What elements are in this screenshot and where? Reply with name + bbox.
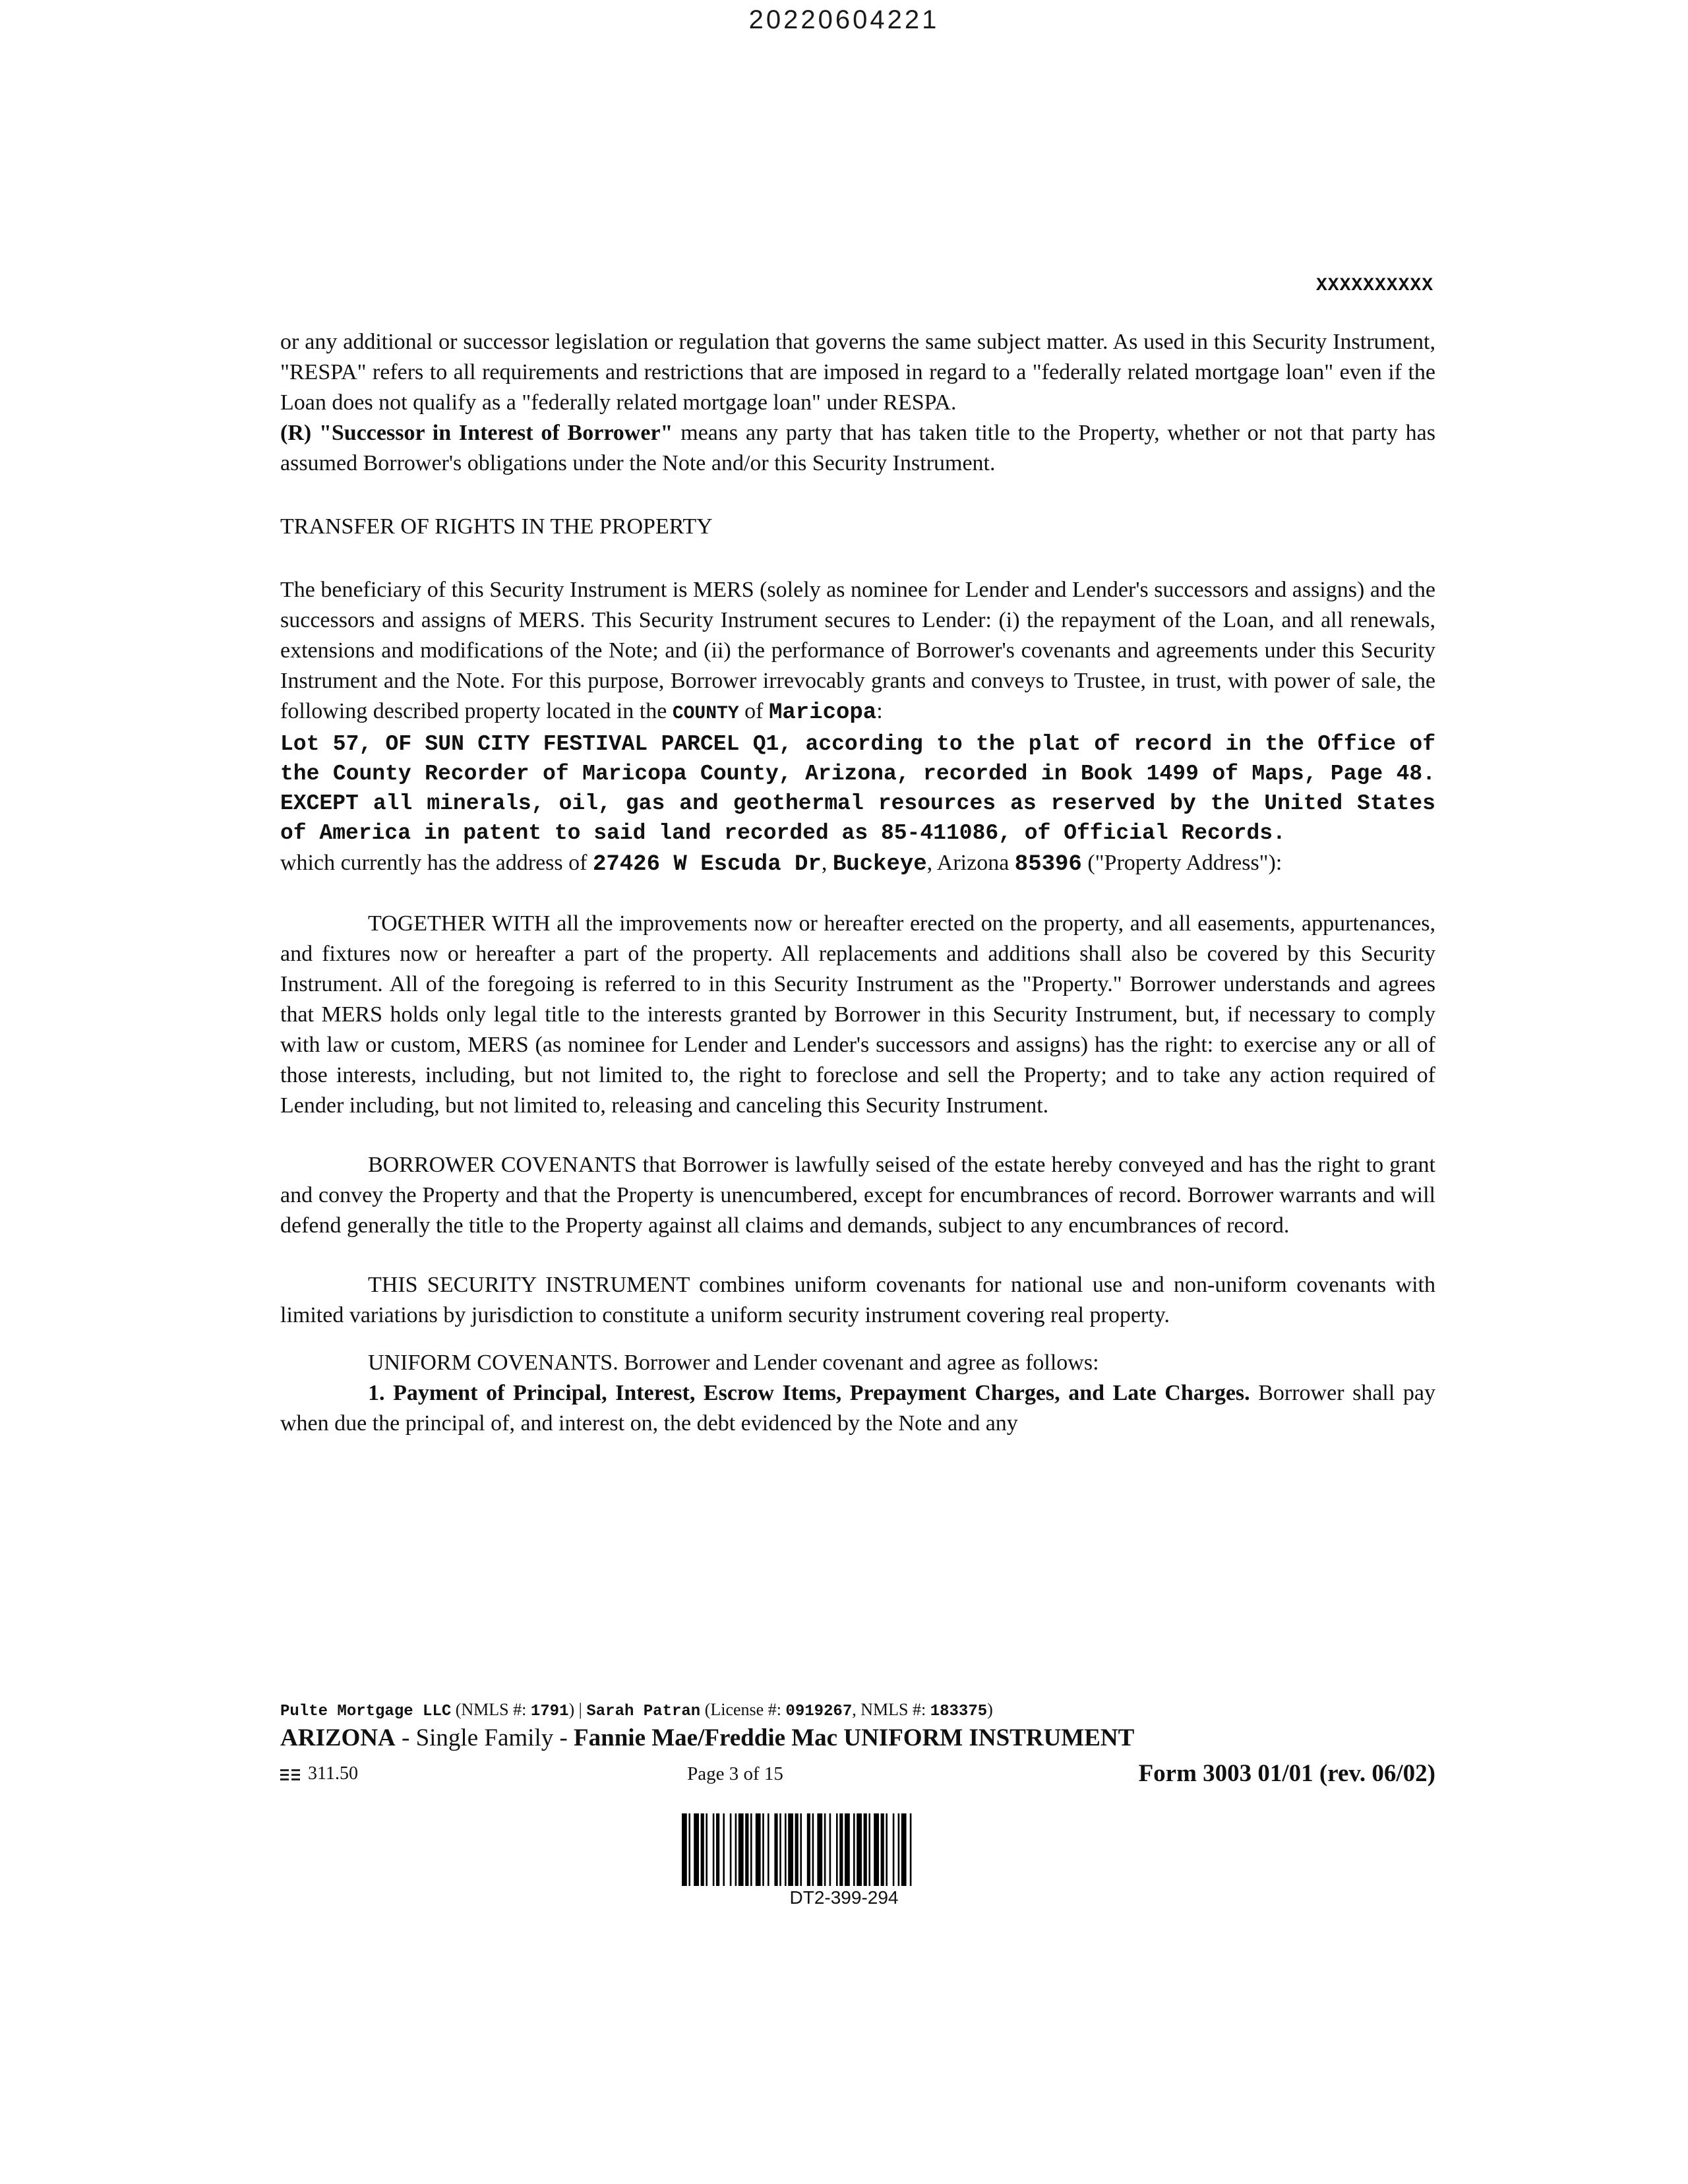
barcode-bar: [874, 1813, 879, 1886]
paragraph-security-instrument: THIS SECURITY INSTRUMENT combines uniform covenants for national use and non-uniform covenants with limited variations by jurisdiction to constitute a uniform security instrument covering real property.: [280, 1273, 1435, 1327]
barcode-bar: [839, 1813, 843, 1886]
barcode-bar: [756, 1813, 761, 1886]
barcode-bar: [723, 1813, 725, 1886]
address-state: , Arizona: [926, 851, 1015, 875]
legal-description: Lot 57, OF SUN CITY FESTIVAL PARCEL Q1, according to the plat of record in the Office of the County Recorder of Maricopa County, Arizona, recorded in Book 1499 of Maps, Page 48. EXCEPT all minerals, oil, gas and geothermal resources as reserved by the United States of America in patent to said land recorded as 85-411086, of Official Records.: [280, 732, 1435, 845]
lender-nmls-number: 1791: [530, 1703, 569, 1720]
document-number: 20220604221: [748, 5, 940, 34]
barcode-bar: [898, 1813, 900, 1886]
barcode-bar: [901, 1813, 907, 1886]
document-body: [280, 327, 1435, 1439]
barcode-bar: [800, 1813, 802, 1886]
county-colon: :: [876, 699, 883, 723]
lender-nmls-prefix: (NMLS #:: [451, 1700, 531, 1719]
originator-nmls-number: 183375: [930, 1703, 988, 1720]
barcode-bar: [779, 1813, 781, 1886]
barcode-bar: [795, 1813, 799, 1886]
barcode-bar: [864, 1813, 867, 1886]
form-number: Form 3003 01/01 (rev. 06/02): [1138, 1760, 1435, 1787]
barcode-bar: [910, 1813, 912, 1886]
barcode-bar: [713, 1813, 715, 1886]
loan-number: XXXXXXXXXX: [1315, 276, 1433, 296]
address-comma: ,: [821, 851, 833, 875]
originator-nmls-prefix: , NMLS #:: [852, 1700, 930, 1719]
address-street: 27426 W Escuda Dr: [592, 852, 822, 877]
barcode-bar: [694, 1813, 699, 1886]
footer-state: ARIZONA: [280, 1724, 396, 1751]
paragraph-transfer: [280, 575, 1435, 729]
barcode-bar: [716, 1813, 719, 1886]
barcode-bar: [886, 1813, 888, 1886]
barcode-bar: [817, 1813, 822, 1886]
barcode-bar: [857, 1813, 862, 1886]
license-number: 0919267: [785, 1703, 853, 1720]
transfer-text: The beneficiary of this Security Instrument is MERS (solely as nominee for Lender and Lender's successors and assigns) and the successors and assigns of MERS. This Security Instrument secures to Lender: (i) the repayment of the Loan, and all renewals, extensions and modifications of the Note; and (ii) the performance of Borrower's covenants and agreements under this Security Instrument and the Note. For this purpose, Borrower irrevocably grants and conveys to Trustee, in trust, with power of sale, the following described property located in the: [280, 578, 1435, 723]
of-word: of: [738, 699, 769, 723]
form-code-text: 311.50: [308, 1763, 358, 1784]
county-name: Maricopa: [768, 700, 877, 725]
footer-lender-line: [280, 1700, 993, 1720]
barcode-bar: [745, 1813, 748, 1886]
barcode-bar: [738, 1813, 744, 1886]
barcode-bar: [774, 1813, 777, 1886]
lender-name: Pulte Mortgage LLC: [280, 1703, 452, 1720]
address-prefix: which currently has the address of: [280, 851, 593, 875]
barcode-bar: [701, 1813, 704, 1886]
footer-form-desc-bold: Fannie Mae/Freddie Mac UNIFORM INSTRUMENT: [574, 1724, 1135, 1751]
definition-r-label: (R) "Successor in Interest of Borrower": [280, 421, 673, 445]
barcode-bar: [845, 1813, 850, 1886]
barcode-bar: [807, 1813, 810, 1886]
barcode-bar: [788, 1813, 793, 1886]
transfer-heading: TRANSFER OF RIGHTS IN THE PROPERTY: [280, 514, 713, 539]
barcode-bar: [836, 1813, 838, 1886]
barcode-bar: [785, 1813, 787, 1886]
footer-form-line: [280, 1759, 1435, 1790]
barcode: [679, 1813, 1009, 1889]
barcode-bar: [735, 1813, 737, 1886]
footer-form-desc: - Single Family -: [395, 1724, 574, 1751]
barcode-bar: [688, 1813, 690, 1886]
license-prefix: (License #:: [700, 1700, 786, 1719]
barcode-bar: [682, 1813, 687, 1886]
barcode-bar: [768, 1813, 769, 1886]
barcode-bar: [893, 1813, 895, 1886]
paragraph-uniform-covenants: UNIFORM COVENANTS. Borrower and Lender covenant and agree as follows:: [368, 1350, 1099, 1375]
barcode-bar: [762, 1813, 764, 1886]
paragraph-item-1: [280, 1378, 1435, 1439]
barcode-bar: [824, 1813, 826, 1886]
paragraph-together-with: TOGETHER WITH all the improvements now or hereafter erected on the property, and all easements, appurtenances, and fixtures now or hereafter a part of the property. All replacements and additions shall also be covered by this Security Instrument. All of the foregoing is referred to in this Security Instrument as the "Property." Borrower understands and agrees that MERS holds only legal title to the interests granted by Borrower in this Security Instrument, but, if necessary to comply with law or custom, MERS (as nominee for Lender and Lender's successors and assigns) has the right: to exercise any or all of those interests, including, but not limited to, the right to foreclose and sell the Property; and to take any action required of Lender including, but not limited to, releasing and canceling this Security Instrument.: [280, 911, 1435, 1118]
barcode-bar: [868, 1813, 870, 1886]
address-zip: 85396: [1014, 852, 1082, 877]
address-suffix: ("Property Address"):: [1081, 851, 1282, 875]
barcode-bar: [812, 1813, 814, 1886]
footer-close-paren: ): [987, 1700, 993, 1719]
barcode-bar: [829, 1813, 831, 1886]
barcode-bar: [750, 1813, 752, 1886]
property-address: [280, 848, 1435, 880]
county-word: COUNTY: [672, 704, 739, 724]
barcode-bar: [730, 1813, 732, 1886]
paragraph-respa: or any additional or successor legislation or regulation that governs the same subject matter. As used in this Security Instrument, "RESPA" refers to all requirements and restrictions that are imposed in regard to a "federally related mortgage loan" even if the Loan does not qualify as a "federally related mortgage loan" under RESPA.: [280, 330, 1435, 415]
paragraph-borrower-covenants: BORROWER COVENANTS that Borrower is lawfully seised of the estate hereby conveyed and has the right to grant and convey the Property and that the Property is unencumbered, except for encumbrances of record. Borrower warrants and will defend generally the title to the Property against all claims and demands, subject to any encumbrances of record.: [280, 1153, 1435, 1238]
paragraph-successor: [280, 418, 1435, 479]
page-number: Page 3 of 15: [687, 1763, 783, 1784]
item-1-text: Borrower shall pay when due the principal of, and interest on, the debt evidenced by the Note and any: [280, 1381, 1435, 1436]
item-1-title: 1. Payment of Principal, Interest, Escrow Items, Prepayment Charges, and Late Charges.: [368, 1381, 1250, 1405]
definition-r-text: means any party that has taken title to the Property, whether or not that party has assumed Borrower's obligations under the Note and/or this Security Instrument.: [280, 421, 1435, 475]
address-city: Buckeye: [832, 852, 927, 877]
barcode-bar: [706, 1813, 708, 1886]
barcode-label: DT2-399-294: [789, 1887, 899, 1908]
barcode-bar: [853, 1813, 855, 1886]
originator-name: Sarah Patran: [586, 1703, 701, 1720]
footer-form-title: [280, 1724, 1134, 1752]
footer-separator: ) |: [568, 1700, 587, 1719]
barcode-bar: [881, 1813, 884, 1886]
